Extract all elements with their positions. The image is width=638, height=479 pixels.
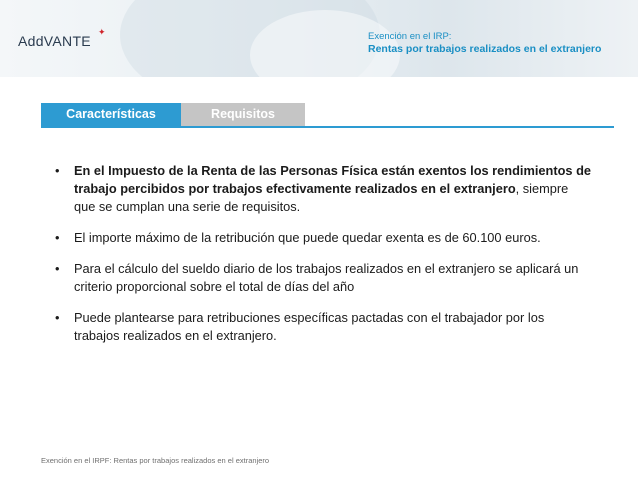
footer-text: Exención en el IRPF: Rentas por trabajos realizados en el extranjero <box>41 456 270 465</box>
bullet-icon: • <box>55 230 60 245</box>
list-item <box>53 229 593 247</box>
bullet-list <box>53 162 593 358</box>
logo-text: AddVANTE <box>18 33 91 49</box>
bullet-text: El importe máximo de la retribución que puede quedar exenta es de 60.100 euros. <box>74 230 541 245</box>
bullet-text: Puede plantearse para retribuciones específicas pactadas con el trabajador por los trabajos realizados en el extranjero. <box>74 310 545 343</box>
logo-star-icon: ✦ <box>98 27 106 37</box>
tab-requisitos[interactable]: Requisitos <box>181 103 305 126</box>
list-item <box>53 162 593 216</box>
tab-underline <box>41 126 614 128</box>
bullet-icon: • <box>55 261 60 276</box>
bullet-icon: • <box>55 163 60 178</box>
bullet-text: , siempre que se cumplan una serie de requisitos. <box>74 181 569 214</box>
header-banner <box>0 0 638 77</box>
list-item <box>53 309 593 345</box>
slide-title: Rentas por trabajos realizados en el extranjero <box>368 43 602 55</box>
slide-subtitle: Exención en el IRP: <box>368 31 452 42</box>
list-item <box>53 260 593 296</box>
bullet-icon: • <box>55 310 60 325</box>
bullet-text: Para el cálculo del sueldo diario de los trabajos realizados en el extranjero se aplicará un criterio proporcional sobre el total de días del año <box>74 261 579 294</box>
bullet-bold-text: En el Impuesto de la Renta de las Personas Física están exentos los rendimientos de trabajo percibidos por trabajos efectivamente realizados en el extranjero <box>74 163 592 196</box>
tab-caracteristicas[interactable]: Características <box>41 103 181 126</box>
